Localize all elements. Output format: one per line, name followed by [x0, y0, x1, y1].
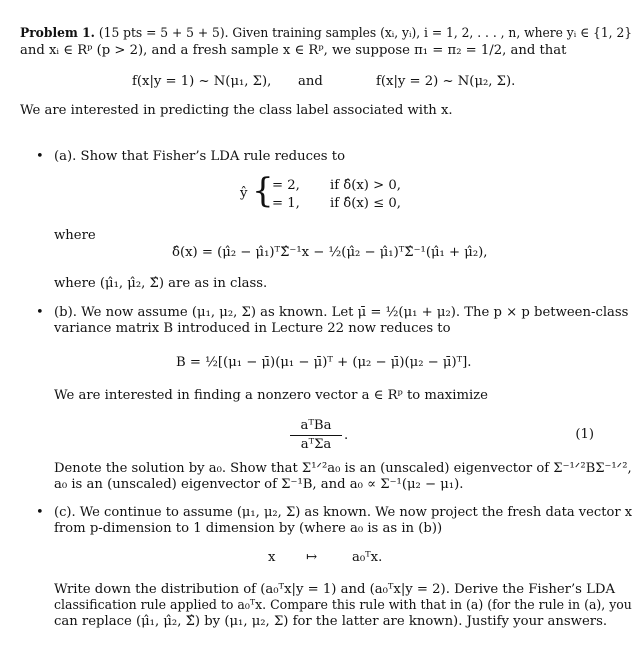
density-and: and	[298, 74, 323, 89]
case-2-condition: if δ̂(x) ≤ 0,	[330, 196, 401, 211]
case-2-value: = 1,	[272, 196, 300, 211]
ratio-period: .	[344, 428, 349, 443]
denote-line-2: a₀ is an (unscaled) eigenvector of Σ⁻¹B, and a₀ ∝ Σ⁻¹(μ₂ − μ₁).	[54, 477, 464, 492]
part-c-line-1: (c). We continue to assume (μ₁, μ₂, Σ) as known. We now project the fresh data vector x	[54, 505, 633, 520]
equation-number: (1)	[575, 427, 594, 442]
part-a-lead: (a). Show that Fisher’s LDA rule reduces to	[54, 149, 346, 164]
interest-statement: We are interested in predicting the class label associated with x.	[20, 103, 453, 118]
map-source: x	[268, 550, 276, 565]
left-brace: {	[252, 171, 274, 211]
ratio-denominator: aᵀΣa	[300, 437, 332, 452]
part-b-line-2: variance matrix B introduced in Lecture 22 now reduces to	[54, 321, 451, 336]
class-note: where (μ̂₁, μ̂₂, Σ̂) are as in class.	[54, 276, 268, 291]
maximize-statement: We are interested in finding a nonzero vector a ∈ Rᵖ to maximize	[54, 388, 488, 403]
final-line-1: Write down the distribution of (a₀ᵀx|y = 1) and (a₀ᵀx|y = 2). Derive the Fisher’s LDA	[54, 582, 615, 597]
density-class-1: f(x|y = 1) ~ N(μ₁, Σ),	[132, 74, 272, 89]
bullet-b: •	[36, 305, 44, 320]
delta-equation: δ̂(x) = (μ̂₂ − μ̂₁)ᵀΣ̂⁻¹x − ½(μ̂₂ − μ̂₁)ᵀΣ̂⁻¹(μ̂₁ + μ̂₂),	[172, 245, 488, 260]
intro-line-1	[20, 26, 632, 42]
bullet-a: •	[36, 149, 44, 164]
final-line-2: classification rule applied to a₀ᵀx. Compare this rule with that in (a) (for the rule in (a), you	[54, 598, 632, 613]
case-1-condition: if δ̂(x) > 0,	[330, 178, 401, 193]
between-class-matrix-eq: B = ½[(μ₁ − μ̄)(μ₁ − μ̄)ᵀ + (μ₂ − μ̄)(μ₂ − μ̄)ᵀ].	[176, 355, 472, 370]
intro-line-1-text: (15 pts = 5 + 5 + 5). Given training samples (xᵢ, yᵢ), i = 1, 2, . . . , n, where yᵢ ∈ {1, 2}	[98, 26, 633, 41]
final-line-3: can replace (μ̂₁, μ̂₂, Σ̂) by (μ₁, μ₂, Σ) for the latter are known). Justify your answers.	[54, 614, 608, 629]
yhat-symbol: ŷ	[240, 186, 248, 201]
part-c-line-2: from p-dimension to 1 dimension by (where a₀ is as in (b))	[54, 521, 443, 536]
denote-line-1: Denote the solution by a₀. Show that Σ¹ᐟ²a₀ is an (unscaled) eigenvector of Σ⁻¹ᐟ²BΣ⁻¹ᐟ²,	[54, 461, 632, 476]
map-arrow: ↦	[306, 550, 318, 565]
bullet-c: •	[36, 505, 44, 520]
map-result: a₀ᵀx.	[352, 550, 383, 565]
ratio-numerator: aᵀBa	[300, 418, 332, 433]
problem-label: Problem 1.	[20, 26, 95, 41]
ratio-fraction-bar	[290, 435, 342, 436]
density-class-2: f(x|y = 2) ~ N(μ₂, Σ).	[376, 74, 516, 89]
where-label: where	[54, 228, 96, 243]
part-b-line-1: (b). We now assume (μ₁, μ₂, Σ) as known. Let μ̄ = ½(μ₁ + μ₂). The p × p between-class	[54, 305, 629, 320]
case-1-value: = 2,	[272, 178, 300, 193]
intro-line-2: and xᵢ ∈ Rᵖ (p > 2), and a fresh sample x ∈ Rᵖ, we suppose π₁ = π₂ = 1/2, and that	[20, 43, 567, 58]
